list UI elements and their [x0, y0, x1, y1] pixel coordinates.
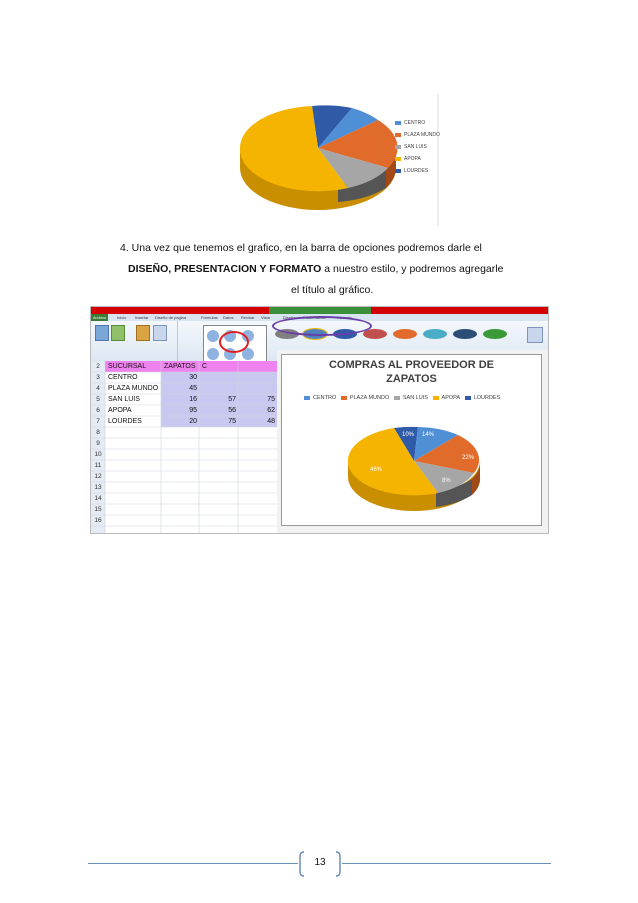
paragraph-line-3: el título al gráfico.	[291, 284, 374, 296]
row-header[interactable]: 6	[96, 407, 100, 414]
chart-legend[interactable]	[304, 395, 500, 401]
row-header[interactable]: 11	[94, 462, 102, 469]
row-header[interactable]: 15	[94, 506, 102, 513]
tab-diseno-pagina[interactable]: Diseño de página	[155, 315, 187, 320]
legend-label: LOURDES	[473, 395, 501, 401]
legend-label: LOURDES	[404, 168, 429, 174]
data-label-plaza-mundo: 22%	[462, 455, 475, 461]
cell-name[interactable]: PLAZA MUNDO	[108, 385, 159, 392]
data-label-apopa: 46%	[370, 467, 383, 473]
cell-value[interactable]: 16	[189, 396, 197, 403]
tab-datos[interactable]: Datos	[223, 315, 234, 320]
row-header[interactable]: 8	[96, 429, 100, 436]
legend-label: CENTRO	[313, 395, 337, 401]
legend-swatch	[304, 396, 310, 400]
data-label-lourdes: 10%	[402, 432, 415, 438]
spreadsheet-grid	[91, 361, 277, 533]
cell-value[interactable]: 56	[228, 407, 236, 414]
save-template-icon[interactable]	[111, 325, 125, 341]
excel-screenshot	[90, 306, 549, 534]
paragraph-rest-text: a nuestro estilo, y podremos agregarle	[321, 263, 504, 275]
tab-vista[interactable]: Vista	[261, 315, 270, 320]
layout-option-4[interactable]	[207, 348, 219, 360]
page-number: 13	[314, 857, 326, 868]
chart-title-line-1[interactable]: COMPRAS AL PROVEEDOR DE	[328, 359, 495, 371]
legend-label: APOPA	[441, 395, 461, 401]
row-header[interactable]: 14	[94, 495, 102, 502]
chart-style-7[interactable]	[453, 329, 477, 339]
cell-value[interactable]: 20	[189, 418, 197, 425]
select-data-icon[interactable]	[153, 325, 167, 341]
legend-item	[395, 156, 421, 162]
legend-label: SAN LUIS	[402, 395, 428, 401]
cell-value[interactable]: 57	[228, 396, 236, 403]
layout-option-1[interactable]	[207, 330, 219, 342]
tab-insertar[interactable]: Insertar	[135, 315, 149, 320]
header-cell-zapatos[interactable]: ZAPATOS	[164, 363, 196, 370]
row-header[interactable]: 4	[96, 385, 100, 392]
row-header[interactable]: 12	[94, 473, 102, 480]
row-header[interactable]: 3	[96, 374, 100, 381]
legend-swatch	[395, 169, 401, 173]
data-label-centro: 14%	[422, 432, 435, 438]
chart-style-5[interactable]	[393, 329, 417, 339]
legend-label: SAN LUIS	[404, 144, 427, 150]
legend-label: PLAZA MUNDO	[349, 395, 390, 401]
tab-presentacion[interactable]: Presentación	[303, 315, 327, 320]
cell-value[interactable]: 30	[189, 374, 197, 381]
chart-tools-header	[269, 307, 371, 314]
row-header[interactable]: 2	[96, 363, 100, 370]
cell-name[interactable]: SAN LUIS	[108, 396, 140, 403]
legend-item	[395, 120, 425, 126]
row-header[interactable]: 16	[94, 517, 102, 524]
legend-swatch	[433, 396, 439, 400]
legend-swatch	[395, 145, 401, 149]
row-header[interactable]: 5	[96, 396, 100, 403]
paragraph-line-2	[128, 263, 503, 275]
legend-item	[395, 132, 440, 138]
header-cell-sucursal[interactable]: SUCURSAL	[108, 363, 147, 370]
row-header[interactable]: 9	[96, 440, 100, 447]
chart-title-line-2[interactable]: ZAPATOS	[386, 373, 437, 385]
paragraph-bold-text: DISEÑO, PRESENTACION Y FORMATO	[128, 263, 322, 275]
legend-item	[395, 168, 428, 174]
highlight-circle	[219, 331, 249, 353]
cell-value[interactable]: 75	[267, 396, 275, 403]
legend-swatch	[395, 121, 401, 125]
move-chart-icon[interactable]	[527, 327, 543, 343]
cell-value[interactable]: 45	[189, 385, 197, 392]
tab-revisar[interactable]: Revisar	[241, 315, 255, 320]
data-label-san-luis: 8%	[442, 478, 451, 484]
embedded-chart[interactable]	[281, 354, 542, 526]
legend-swatch	[395, 133, 401, 137]
tab-inicio[interactable]: Inicio	[117, 315, 127, 320]
footer-rule-left	[88, 863, 298, 864]
chart-style-8[interactable]	[483, 329, 507, 339]
cell-value[interactable]: 95	[189, 407, 197, 414]
legend-swatch	[465, 396, 471, 400]
chart-style-6[interactable]	[423, 329, 447, 339]
row-header[interactable]: 13	[94, 484, 102, 491]
cell-value[interactable]: 62	[267, 407, 275, 414]
footer-rule-right	[342, 863, 551, 864]
switch-row-column-icon[interactable]	[136, 325, 150, 341]
top-pie-chart-figure	[208, 88, 444, 228]
row-header[interactable]: 10	[94, 451, 102, 458]
row-header[interactable]: 7	[96, 418, 100, 425]
change-chart-type-icon[interactable]	[95, 325, 109, 341]
tab-diseno[interactable]: Diseño	[283, 315, 296, 320]
header-cell-c[interactable]: C	[202, 363, 208, 370]
legend-item	[395, 144, 427, 150]
tab-archivo[interactable]: Archivo	[92, 315, 107, 320]
cell-name[interactable]: LOURDES	[108, 418, 142, 425]
paragraph-line-1: 4. Una vez que tenemos el grafico, en la barra de opciones podremos darle el	[120, 242, 482, 254]
legend-label: CENTRO	[404, 120, 426, 126]
title-bar	[91, 307, 548, 314]
cell-name[interactable]: CENTRO	[108, 374, 138, 381]
cell-value[interactable]: 75	[228, 418, 236, 425]
legend-label: APOPA	[404, 156, 421, 162]
highlight-oval	[272, 316, 372, 336]
chart-pie[interactable]	[340, 421, 490, 517]
legend-swatch	[395, 157, 401, 161]
cell-value[interactable]: 48	[267, 418, 275, 425]
tab-formulas[interactable]: Fórmulas	[201, 315, 218, 320]
tab-formato[interactable]: Formato	[337, 315, 352, 320]
legend-swatch	[394, 396, 400, 400]
ribbon-divider	[177, 321, 178, 361]
legend-swatch	[341, 396, 347, 400]
cell-name[interactable]: APOPA	[108, 407, 132, 414]
legend-label: PLAZA MUNDO	[404, 132, 440, 138]
